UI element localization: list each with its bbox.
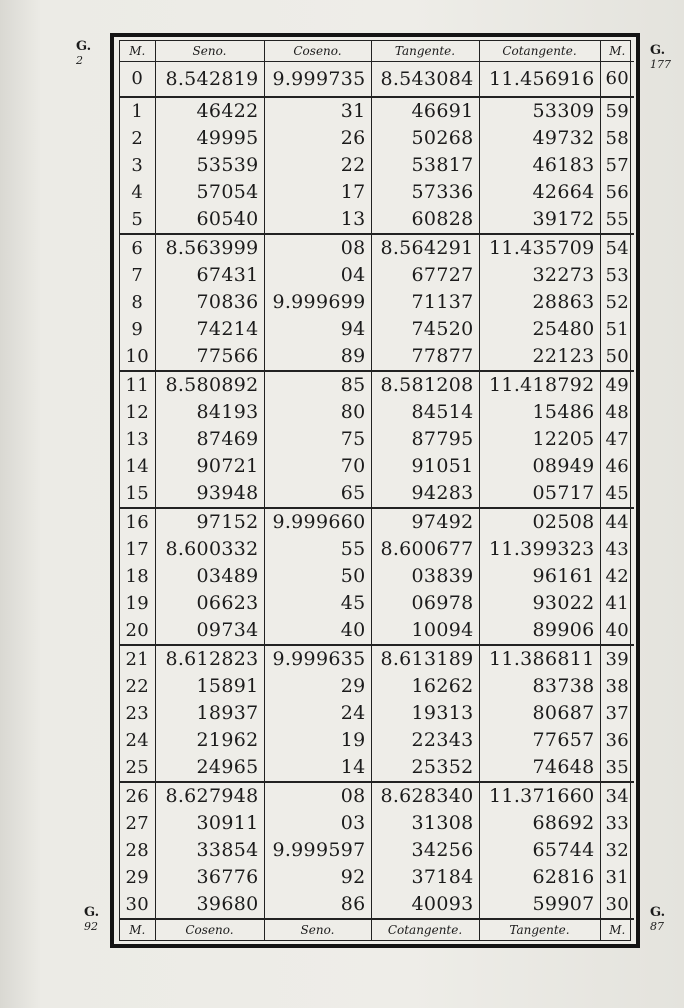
- minute-cell: 21: [120, 645, 155, 673]
- cosine-cell: 86: [264, 891, 371, 919]
- tangent-cell: 46691: [371, 97, 479, 125]
- table-row: [120, 782, 634, 810]
- table-row: [120, 727, 634, 754]
- minute-right-cell: 60: [600, 62, 634, 98]
- tangent-cell: 60828: [371, 206, 479, 234]
- table-row: [120, 262, 634, 289]
- cosine-cell: 85: [264, 371, 371, 399]
- table-inner-border: [119, 40, 631, 941]
- minute-cell: 10: [120, 343, 155, 371]
- cotangent-cell: 11.435709: [479, 234, 600, 262]
- minute-right-cell: 51: [605, 319, 629, 340]
- cotangent-cell: 05717: [479, 480, 600, 508]
- minute-cell: 17: [120, 536, 155, 563]
- tangent-cell: 87795: [371, 426, 479, 453]
- cosine-cell: 94: [264, 316, 371, 343]
- sine-cell: 84193: [155, 399, 264, 426]
- minute-right-cell: 48: [605, 402, 629, 423]
- tangent-cell: 03839: [371, 563, 479, 590]
- sine-cell: 90721: [155, 453, 264, 480]
- tangent-cell: 94283: [371, 480, 479, 508]
- table-row: [120, 590, 634, 617]
- minute-right-cell: 42: [605, 566, 629, 587]
- sine-cell: 8.580892: [155, 371, 264, 399]
- margin-note-top-right: G. 177: [650, 43, 671, 71]
- tangent-cell: 8.564291: [371, 234, 479, 262]
- footer-minutes-right: M.: [600, 919, 634, 940]
- cosine-cell: 92: [264, 864, 371, 891]
- footer-tangent: Tangente.: [479, 919, 600, 940]
- minute-right-cell: 47: [605, 429, 629, 450]
- tangent-cell: 8.581208: [371, 371, 479, 399]
- cotangent-cell: 11.456916: [479, 62, 600, 98]
- sine-cell: 87469: [155, 426, 264, 453]
- minute-right-cell: 35: [605, 757, 629, 778]
- cosine-cell: 17: [264, 179, 371, 206]
- cosine-cell: 9.999635: [264, 645, 371, 673]
- cotangent-cell: 59907: [479, 891, 600, 919]
- cotangent-cell: 74648: [479, 754, 600, 782]
- cosine-cell: 50: [264, 563, 371, 590]
- cotangent-cell: 46183: [479, 152, 600, 179]
- table-row: [120, 426, 634, 453]
- minute-right-cell: 49: [600, 371, 634, 399]
- tangent-cell: 8.600677: [371, 536, 479, 563]
- minute-right-cell: 34: [600, 782, 634, 810]
- minute-cell: 8: [120, 289, 155, 316]
- cotangent-cell: 08949: [479, 453, 600, 480]
- sine-cell: 21962: [155, 727, 264, 754]
- minute-cell: 30: [120, 891, 155, 919]
- minute-cell: 0: [120, 62, 155, 98]
- minute-right-cell: 38: [605, 676, 629, 697]
- table-row: [120, 343, 634, 371]
- cotangent-cell: 28863: [479, 289, 600, 316]
- cotangent-cell: 49732: [479, 125, 600, 152]
- minute-right-cell: 56: [605, 182, 629, 203]
- cotangent-cell: 39172: [479, 206, 600, 234]
- cosine-cell: 19: [264, 727, 371, 754]
- minute-right-cell: 40: [605, 620, 629, 641]
- cosine-cell: 9.999699: [264, 289, 371, 316]
- sine-cell: 77566: [155, 343, 264, 371]
- table-row: [120, 97, 634, 125]
- tangent-cell: 19313: [371, 700, 479, 727]
- minute-cell: 22: [120, 673, 155, 700]
- tangent-cell: 40093: [371, 891, 479, 919]
- sine-cell: 74214: [155, 316, 264, 343]
- cotangent-cell: 22123: [479, 343, 600, 371]
- table-footer-row: [120, 919, 634, 940]
- cosine-cell: 70: [264, 453, 371, 480]
- cotangent-cell: 15486: [479, 399, 600, 426]
- header-sine: Seno.: [155, 41, 264, 62]
- sine-cell: 46422: [155, 97, 264, 125]
- table-row: [120, 206, 634, 234]
- header-minutes-right: M.: [600, 41, 634, 62]
- sine-cell: 36776: [155, 864, 264, 891]
- cosine-cell: 31: [264, 97, 371, 125]
- sine-cell: 18937: [155, 700, 264, 727]
- minute-right-cell: 31: [605, 867, 629, 888]
- cosine-cell: 14: [264, 754, 371, 782]
- tangent-cell: 8.613189: [371, 645, 479, 673]
- sine-cell: 57054: [155, 179, 264, 206]
- minute-right-cell: 45: [605, 483, 629, 504]
- minute-right-cell: 41: [605, 593, 629, 614]
- sine-cell: 70836: [155, 289, 264, 316]
- minute-cell: 12: [120, 399, 155, 426]
- cosine-cell: 9.999660: [264, 508, 371, 536]
- minute-cell: 16: [120, 508, 155, 536]
- header-cosine: Coseno.: [264, 41, 371, 62]
- cotangent-cell: 77657: [479, 727, 600, 754]
- minute-right-cell: 46: [605, 456, 629, 477]
- sine-cell: 33854: [155, 837, 264, 864]
- log-trig-table: [120, 41, 634, 940]
- cotangent-cell: 32273: [479, 262, 600, 289]
- tangent-cell: 16262: [371, 673, 479, 700]
- sine-cell: 93948: [155, 480, 264, 508]
- table-row: [120, 289, 634, 316]
- table-row: [120, 453, 634, 480]
- table-row: [120, 864, 634, 891]
- cosine-cell: 89: [264, 343, 371, 371]
- minute-right-cell: 30: [605, 894, 629, 915]
- cotangent-cell: 25480: [479, 316, 600, 343]
- cosine-cell: 13: [264, 206, 371, 234]
- minute-cell: 27: [120, 810, 155, 837]
- minute-cell: 5: [120, 206, 155, 234]
- minute-cell: 24: [120, 727, 155, 754]
- cosine-cell: 08: [264, 782, 371, 810]
- cotangent-cell: 80687: [479, 700, 600, 727]
- table-row: [120, 179, 634, 206]
- sine-cell: 09734: [155, 617, 264, 645]
- table-row: [120, 125, 634, 152]
- minute-cell: 6: [120, 234, 155, 262]
- cotangent-cell: 83738: [479, 673, 600, 700]
- minute-right-cell: 59: [605, 101, 629, 122]
- minute-cell: 14: [120, 453, 155, 480]
- table-row: [120, 810, 634, 837]
- sine-cell: 30911: [155, 810, 264, 837]
- cotangent-cell: 11.418792: [479, 371, 600, 399]
- cosine-cell: 9.999597: [264, 837, 371, 864]
- sine-cell: 49995: [155, 125, 264, 152]
- tangent-cell: 50268: [371, 125, 479, 152]
- sine-cell: 8.612823: [155, 645, 264, 673]
- minute-right-cell: 39: [600, 645, 634, 673]
- cosine-cell: 55: [264, 536, 371, 563]
- footer-cotangent: Cotangente.: [371, 919, 479, 940]
- minute-cell: 3: [120, 152, 155, 179]
- table-row: [120, 62, 634, 98]
- minute-right-cell: 33: [605, 813, 629, 834]
- cosine-cell: 45: [264, 590, 371, 617]
- cosine-cell: 03: [264, 810, 371, 837]
- table-row: [120, 645, 634, 673]
- tangent-cell: 10094: [371, 617, 479, 645]
- tangent-cell: 77877: [371, 343, 479, 371]
- header-minutes: M.: [120, 41, 155, 62]
- cosine-cell: 29: [264, 673, 371, 700]
- table-body: [120, 62, 634, 920]
- table-row: [120, 399, 634, 426]
- minute-right-cell: 54: [600, 234, 634, 262]
- cotangent-cell: 11.386811: [479, 645, 600, 673]
- table-row: [120, 563, 634, 590]
- tangent-cell: 53817: [371, 152, 479, 179]
- margin-note-bottom-right: G. 87: [650, 905, 666, 933]
- header-tangent: Tangente.: [371, 41, 479, 62]
- minute-cell: 1: [120, 97, 155, 125]
- tangent-cell: 67727: [371, 262, 479, 289]
- minute-cell: 15: [120, 480, 155, 508]
- minute-right-cell: 57: [605, 155, 629, 176]
- table-row: [120, 152, 634, 179]
- minute-cell: 28: [120, 837, 155, 864]
- minute-right-cell: 37: [605, 703, 629, 724]
- cotangent-cell: 93022: [479, 590, 600, 617]
- cotangent-cell: 68692: [479, 810, 600, 837]
- minute-right-cell: 52: [605, 292, 629, 313]
- cosine-cell: 75: [264, 426, 371, 453]
- tangent-cell: 31308: [371, 810, 479, 837]
- tangent-cell: 25352: [371, 754, 479, 782]
- cotangent-cell: 53309: [479, 97, 600, 125]
- cosine-cell: 9.999735: [264, 62, 371, 98]
- footer-sine: Seno.: [264, 919, 371, 940]
- sine-cell: 67431: [155, 262, 264, 289]
- tangent-cell: 22343: [371, 727, 479, 754]
- cosine-cell: 26: [264, 125, 371, 152]
- cotangent-cell: 96161: [479, 563, 600, 590]
- sine-cell: 03489: [155, 563, 264, 590]
- minute-right-cell: 43: [605, 539, 629, 560]
- cotangent-cell: 42664: [479, 179, 600, 206]
- minute-cell: 20: [120, 617, 155, 645]
- minute-right-cell: 32: [605, 840, 629, 861]
- minute-cell: 29: [120, 864, 155, 891]
- tangent-cell: 8.543084: [371, 62, 479, 98]
- footer-minutes: M.: [120, 919, 155, 940]
- sine-cell: 15891: [155, 673, 264, 700]
- minute-cell: 4: [120, 179, 155, 206]
- cotangent-cell: 12205: [479, 426, 600, 453]
- minute-cell: 18: [120, 563, 155, 590]
- tangent-cell: 8.628340: [371, 782, 479, 810]
- minute-cell: 23: [120, 700, 155, 727]
- table-row: [120, 754, 634, 782]
- table-row: [120, 480, 634, 508]
- cosine-cell: 22: [264, 152, 371, 179]
- sine-cell: 8.563999: [155, 234, 264, 262]
- sine-cell: 8.542819: [155, 62, 264, 98]
- margin-note-bottom-left: G. 92: [84, 905, 100, 933]
- table-row: [120, 673, 634, 700]
- cosine-cell: 08: [264, 234, 371, 262]
- table-row: [120, 371, 634, 399]
- minute-right-cell: 53: [605, 265, 629, 286]
- minute-cell: 19: [120, 590, 155, 617]
- tangent-cell: 91051: [371, 453, 479, 480]
- table-row: [120, 617, 634, 645]
- table-header-row: [120, 41, 634, 62]
- sine-cell: 24965: [155, 754, 264, 782]
- minute-cell: 25: [120, 754, 155, 782]
- header-cotangent: Cotangente.: [479, 41, 600, 62]
- margin-note-top-left: G. 2: [76, 39, 92, 67]
- minute-cell: 7: [120, 262, 155, 289]
- tangent-cell: 97492: [371, 508, 479, 536]
- table-row: [120, 234, 634, 262]
- tangent-cell: 34256: [371, 837, 479, 864]
- sine-cell: 39680: [155, 891, 264, 919]
- tangent-cell: 71137: [371, 289, 479, 316]
- table-row: [120, 536, 634, 563]
- tangent-cell: 84514: [371, 399, 479, 426]
- cotangent-cell: 62816: [479, 864, 600, 891]
- minute-cell: 11: [120, 371, 155, 399]
- cotangent-cell: 89906: [479, 617, 600, 645]
- sine-cell: 06623: [155, 590, 264, 617]
- sine-cell: 8.627948: [155, 782, 264, 810]
- sine-cell: 97152: [155, 508, 264, 536]
- cosine-cell: 40: [264, 617, 371, 645]
- table-row: [120, 837, 634, 864]
- cosine-cell: 80: [264, 399, 371, 426]
- sine-cell: 53539: [155, 152, 264, 179]
- table-row: [120, 700, 634, 727]
- table-row: [120, 508, 634, 536]
- sine-cell: 8.600332: [155, 536, 264, 563]
- tangent-cell: 74520: [371, 316, 479, 343]
- tangent-cell: 37184: [371, 864, 479, 891]
- tangent-cell: 57336: [371, 179, 479, 206]
- tangent-cell: 06978: [371, 590, 479, 617]
- minute-right-cell: 36: [605, 730, 629, 751]
- cotangent-cell: 02508: [479, 508, 600, 536]
- cosine-cell: 65: [264, 480, 371, 508]
- minute-cell: 26: [120, 782, 155, 810]
- sine-cell: 60540: [155, 206, 264, 234]
- minute-right-cell: 55: [605, 209, 629, 230]
- cotangent-cell: 65744: [479, 837, 600, 864]
- minute-right-cell: 50: [605, 346, 629, 367]
- table-row: [120, 316, 634, 343]
- cotangent-cell: 11.399323: [479, 536, 600, 563]
- table-frame: [110, 33, 640, 948]
- minute-right-cell: 44: [600, 508, 634, 536]
- cosine-cell: 04: [264, 262, 371, 289]
- minute-cell: 13: [120, 426, 155, 453]
- cotangent-cell: 11.371660: [479, 782, 600, 810]
- minute-cell: 9: [120, 316, 155, 343]
- cosine-cell: 24: [264, 700, 371, 727]
- footer-cosine: Coseno.: [155, 919, 264, 940]
- minute-cell: 2: [120, 125, 155, 152]
- minute-right-cell: 58: [605, 128, 629, 149]
- table-row: [120, 891, 634, 919]
